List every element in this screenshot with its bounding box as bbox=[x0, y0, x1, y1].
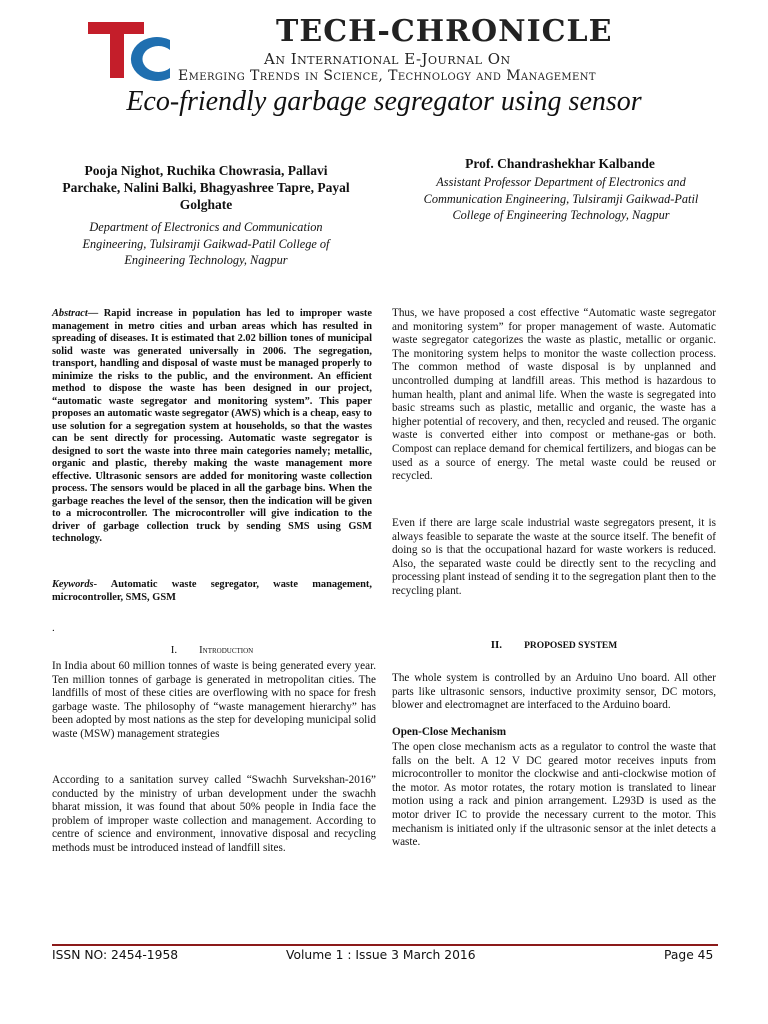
right-paragraph-1: Thus, we have proposed a cost effective “Automatic waste segregator and monitoring system” for proper management of waste. Automatic waste segregator categorizes the waste as plastic, metallic or organic. The monitoring system helps to monitor the waste collection process. The common method of waste disposal is by unplanned and uncontrolled dumping at landfill areas. This method is hazardous to human health, plant and animal life. When the waste is segregated into basic streams such as plastic, metallic and organic, the waste has a higher potential of recovery, and then, recycled and reused. The organic waste is converted either into compost or methane-gas or both. Compost can replace demand for chemical fertilizers, and biogas can be used as a source of energy. The metal waste could be reused or recycled. bbox=[392, 307, 716, 483]
section-1-number: I. bbox=[170, 644, 178, 656]
footer-issn: ISSN NO: 2454-1958 bbox=[52, 948, 179, 962]
abstract-dash: — bbox=[87, 308, 99, 319]
paper-title: Eco-friendly garbage segregator using sensor bbox=[126, 86, 642, 117]
abstract-text: Rapid increase in population has led to improper waste management in metro cities and urban areas which has resulted in spreading of diseases. It is estimated that 2.02 billion tones of municipal solid waste was generated universally in 2006. The segregation, transport, handling and disposal of waste must be managed properly to minimize the risks to the public, and the environment. An efficient method to dispose the waste has been designed in our project, “automatic waste segregator and monitoring system”. This paper proposes an automatic waste segregator (AWS) which is a cheap, easy to use solution for a segregation system at households, so that the wastes can be sent directly for processing. Automatic waste segregator is designed to sort the waste into three main categories namely; metallic, organic and plastic, thereby making the waste management more effective. Ultrasonic sensors are added for monitoring waste collection process. The sensors would be placed in all the garbage bins. When the garbage reaches the level of the sensor, then the indication will be given to a microcontroller. The microcontroller will give indication to the driver of garbage collection truck by sending SMS using GSM technology. bbox=[52, 308, 372, 544]
affiliation-right: Assistant Professor Department of Electronics and Communication Engineering, Tulsiramji Gaikwad-Patil College of Engineering Technology, Nagpur bbox=[423, 175, 699, 222]
abstract bbox=[52, 308, 372, 546]
journal-logo bbox=[86, 20, 172, 82]
footer-volume: Volume 1 : Issue 3 March 2016 bbox=[286, 948, 476, 962]
authors-left: Pooja Nighot, Ruchika Chowrasia, Pallavi Parchake, Nalini Balki, Bhagyashree Tapre, Payal Golghate bbox=[62, 163, 350, 212]
section-2-heading bbox=[392, 639, 716, 651]
logo-blue-c bbox=[131, 37, 170, 81]
keywords bbox=[52, 579, 372, 604]
keywords-label: Keywords- bbox=[52, 579, 98, 590]
open-close-paragraph: The open close mechanism acts as a regulator to control the waste that falls on the belt. A 12 V DC geared motor receives inputs from microcontroller to monitor the clockwise and anti-clockwise motion of the motor. As motor rotates, the rotary motion is translated to linear motion using a rack and pinion arrangement. L293D is used as the motor driver IC to provide the necessary current to the motor. This mechanism is initiated only if the ultrasonic sensor at the inlet detects a waste. bbox=[392, 741, 716, 849]
journal-subtitle-2: Emerging Trends in Science, Technology and Management bbox=[178, 68, 596, 84]
section-1-title: Introduction bbox=[199, 645, 254, 656]
footer-rule bbox=[52, 944, 718, 946]
stray-mark: . bbox=[52, 622, 55, 634]
affiliation-left: Department of Electronics and Communication Engineering, Tulsiramji Gaikwad-Patil College of Engineering Technology, Nagpur bbox=[82, 220, 330, 267]
intro-paragraph-2: According to a sanitation survey called “Swachh Survekshan-2016” conducted by the ministry of urban development under the swachh bharat mission, it was found that about 50% people in India face the problem of improper waste collection and management. According to centre of science and environment, innovative disposal and recycling methods must be introduced instead of landfill sites. bbox=[52, 774, 376, 854]
subheading-open-close: Open-Close Mechanism bbox=[392, 726, 507, 738]
section-2-title: PROPOSED SYSTEM bbox=[524, 641, 618, 651]
keywords-text: Automatic waste segregator, waste management, microcontroller, SMS, GSM bbox=[52, 579, 372, 603]
right-paragraph-2: Even if there are large scale industrial waste segregators present, it is always feasible to separate the waste at the source itself. The benefit of doing so is that the occupational hazard for waste workers is reduced. Also, the separated waste could be directly sent to the recycling and processing plant instead of sending it to the segregation plant then to the recycling plant. bbox=[392, 517, 716, 597]
abstract-label: Abstract bbox=[52, 308, 88, 319]
footer-page: Page 45 bbox=[664, 948, 714, 962]
journal-name: TECH-CHRONICLE bbox=[276, 14, 613, 49]
section-1-heading bbox=[52, 644, 372, 656]
section-2-intro: The whole system is controlled by an Arduino Uno board. All other parts like ultrasonic sensors, inductive proximity sensor, DC motors, blower and electromagnet are interfaced to the Arduino board. bbox=[392, 672, 716, 712]
journal-subtitle-1: An International E-Journal On bbox=[264, 50, 511, 68]
authors-right: Prof. Chandrashekhar Kalbande bbox=[465, 156, 655, 171]
intro-paragraph-1: In India about 60 million tonnes of waste is being generated every year. Ten million tonnes of garbage is generated in metropolitan cities. The landfills of most of these cities are overflowing with no space for fresh garbage waste. The philosophy of “waste management hierarchy” has been adopted by most nations as the step for developing municipal solid waste (MSW) management strategies bbox=[52, 660, 376, 740]
section-2-number: II. bbox=[490, 639, 503, 651]
